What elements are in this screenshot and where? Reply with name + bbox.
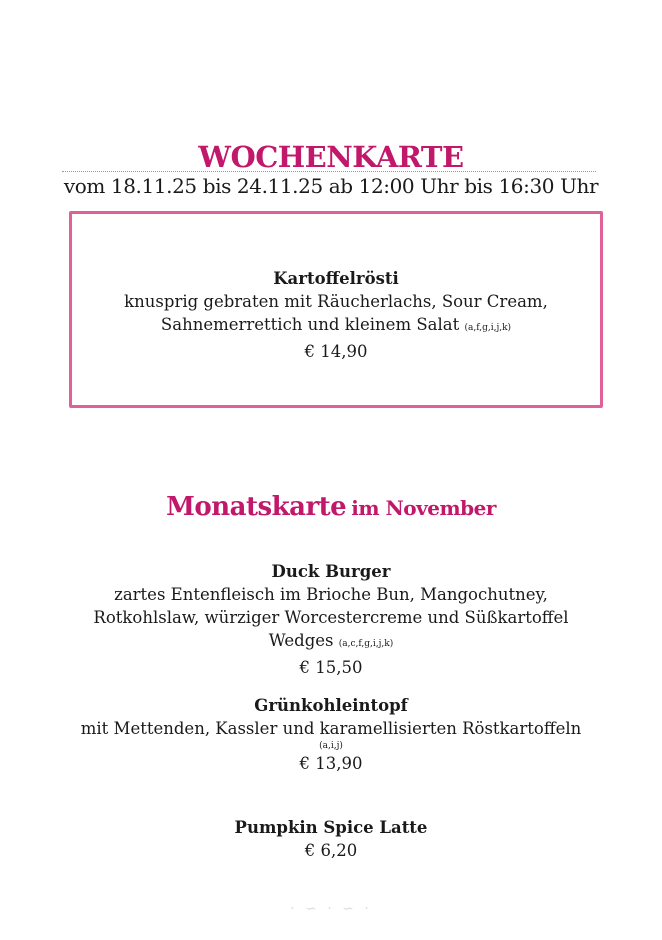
weekly-dish: [72, 267, 600, 363]
dish-name: Kartoffelrösti: [273, 269, 399, 288]
menu-item: [0, 816, 662, 862]
monthly-title-main: Monatskarte: [166, 492, 347, 522]
allergen-codes: (a,c,f,g,i,j,k): [338, 639, 394, 649]
monthly-menu-title: [0, 489, 662, 528]
dish-price: € 14,90: [304, 342, 368, 361]
weekly-menu-title: WOCHENKARTE: [198, 140, 464, 174]
title-divider: [62, 171, 596, 172]
dish-description-text: Sahnemerrettich und kleinem Salat: [160, 315, 460, 334]
dish-price: € 13,90: [299, 754, 363, 773]
dish-description-line: knusprig gebraten mit Räucherlachs, Sour Cream,: [124, 292, 548, 311]
monthly-title-sub: im November: [351, 496, 496, 520]
dish-name: Grünkohleintopf: [254, 696, 408, 715]
dish-description-line: [0, 629, 662, 656]
weekly-dish-box: [69, 211, 603, 408]
allergen-codes: (a,f,g,i,j,k): [464, 323, 512, 333]
dish-description-line: mit Mettenden, Kassler und karamellisierten Röstkartoffeln: [80, 719, 582, 738]
dish-name: Duck Burger: [271, 562, 391, 581]
weekly-date-range: vom 18.11.25 bis 24.11.25 ab 12:00 Uhr bis 16:30 Uhr: [63, 174, 599, 198]
dish-description-text: Wedges: [268, 631, 334, 650]
dish-description-line: [72, 313, 600, 340]
allergen-codes: (a,i,j): [319, 741, 343, 751]
dish-name: Pumpkin Spice Latte: [234, 818, 428, 837]
menu-item: [0, 560, 662, 679]
dish-price: € 6,20: [304, 841, 358, 860]
menu-item: [0, 694, 662, 775]
footer-ornament: · ∽ · ∽ ·: [290, 901, 372, 917]
dish-price: € 15,50: [299, 658, 363, 677]
dish-description-line: zartes Entenfleisch im Brioche Bun, Mangochutney,: [114, 585, 548, 604]
dish-description-line: Rotkohlslaw, würziger Worcestercreme und Süßkartoffel: [93, 608, 569, 627]
